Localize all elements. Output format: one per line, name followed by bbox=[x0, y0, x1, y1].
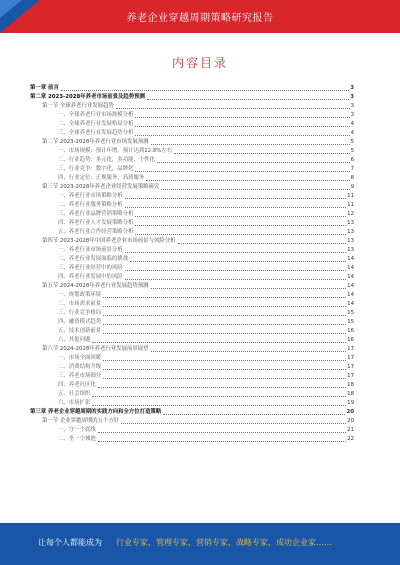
toc-leader-dots bbox=[135, 234, 346, 235]
report-header bbox=[0, 0, 400, 33]
toc-entry-title: 六、市场扩张 bbox=[58, 400, 91, 406]
toc-entry-title: 一、市场全面回暖 bbox=[58, 355, 102, 361]
toc-entry-title: 三、行业竞争格局 bbox=[58, 310, 102, 316]
toc-entry-title: 一、养老行业市场策略分析 bbox=[58, 193, 123, 199]
toc-entry-title: 第三节 2023-2028年养老企业经营发展策略研究 bbox=[42, 184, 160, 190]
toc-entry[interactable] bbox=[30, 300, 354, 309]
toc-page-number: 15 bbox=[347, 319, 354, 325]
toc-leader-dots bbox=[121, 423, 346, 424]
toc-leader-dots bbox=[103, 306, 346, 307]
toc-entry-title: 六、其他问题 bbox=[58, 337, 91, 343]
toc-leader-dots bbox=[116, 108, 350, 109]
toc-leader-dots bbox=[103, 333, 346, 334]
toc-entry[interactable] bbox=[30, 93, 354, 102]
toc-entry[interactable] bbox=[30, 345, 354, 354]
toc-entry[interactable] bbox=[30, 210, 354, 219]
toc-page-number: 12 bbox=[347, 211, 354, 217]
toc-leader-dots bbox=[157, 162, 350, 163]
toc-entry-title: 一、养老行业市场前景分析 bbox=[58, 247, 123, 253]
toc-entry[interactable] bbox=[30, 147, 354, 156]
toc-entry-title: 第五节 2024-2028年养老行业发展趋势预测 bbox=[42, 283, 149, 289]
toc-entry-title: 第一节 全球养老行业发展趋势 bbox=[42, 103, 114, 109]
toc-entry-title: 二、全球养老行业发展格局分析 bbox=[58, 121, 134, 127]
toc-page-number: 17 bbox=[347, 373, 354, 379]
toc-entry[interactable] bbox=[30, 111, 354, 120]
toc-leader-dots bbox=[98, 387, 346, 388]
toc-leader-dots bbox=[92, 342, 346, 343]
toc-entry-title: 四、养老行业发展中的风险 bbox=[58, 274, 123, 280]
toc-leader-dots bbox=[103, 315, 346, 316]
report-title: 养老企业穿越周期策略研究报告 bbox=[126, 13, 274, 24]
toc-entry-title: 第三章 养老企业穿越周期的实践方向和全方位打造策略 bbox=[30, 409, 162, 415]
toc-leader-dots bbox=[103, 360, 346, 361]
toc-entry-title: 第六节 2024-2028年养老行业发展前景展望 bbox=[42, 346, 149, 352]
toc-entry[interactable] bbox=[30, 309, 354, 318]
toc-entry[interactable] bbox=[30, 318, 354, 327]
toc-page-number: 13 bbox=[347, 247, 354, 253]
toc-entry[interactable] bbox=[30, 129, 354, 138]
toc-entry-title: 一、规划政策环境 bbox=[58, 292, 102, 298]
toc-heading: 内容目录 bbox=[171, 56, 228, 70]
footer-slogan-right: 行业专家、管理专家、营销专家、战略专家、成功企业家…… bbox=[116, 538, 332, 547]
toc-leader-dots bbox=[151, 288, 347, 289]
toc-entry-title: 二、养老行业服务策略分析 bbox=[58, 202, 123, 208]
toc-entry-title: 第一节 企业穿越周期的五个方针 bbox=[42, 418, 120, 424]
toc-page-number: 6 bbox=[350, 157, 354, 163]
toc-page-number: 13 bbox=[347, 238, 354, 244]
toc-leader-dots bbox=[103, 378, 346, 379]
toc-page-number: 14 bbox=[347, 265, 354, 271]
toc-page-number: 14 bbox=[347, 274, 354, 280]
toc-leader-dots bbox=[125, 279, 346, 280]
toc-leader-dots bbox=[103, 324, 346, 325]
toc-leader-dots bbox=[135, 216, 346, 217]
toc-leader-dots bbox=[151, 351, 347, 352]
toc-page-number: 21 bbox=[347, 427, 354, 433]
toc-leader-dots bbox=[125, 198, 346, 199]
toc-page-number: 19 bbox=[347, 400, 354, 406]
toc-leader-dots bbox=[125, 207, 346, 208]
toc-entry-title: 一、全球养老行业市场规模分析 bbox=[58, 112, 134, 118]
toc-page-number: 4 bbox=[350, 121, 354, 127]
toc-page-number: 18 bbox=[347, 391, 354, 397]
toc-leader-dots bbox=[174, 153, 349, 154]
toc-page-number: 9 bbox=[350, 184, 354, 190]
toc-entry[interactable] bbox=[30, 237, 354, 246]
toc-page-number: 22 bbox=[347, 436, 354, 442]
toc-entry[interactable] bbox=[30, 435, 354, 444]
toc-entry-title: 二、市场需求前景 bbox=[58, 301, 102, 307]
toc-entry[interactable] bbox=[30, 336, 354, 345]
table-of-contents bbox=[30, 84, 354, 444]
toc-entry[interactable] bbox=[30, 417, 354, 426]
toc-entry-title: 二、消费结构升级 bbox=[58, 364, 102, 370]
toc-page-number: 14 bbox=[347, 283, 354, 289]
toc-entry[interactable] bbox=[30, 120, 354, 129]
footer-slogan-left: 让每个人都能成为 bbox=[38, 538, 102, 547]
toc-page-number: 3 bbox=[350, 112, 354, 118]
toc-entry[interactable] bbox=[30, 282, 354, 291]
toc-page-number: 5 bbox=[350, 148, 354, 154]
toc-entry-title: 三、养老行业经营中的风险 bbox=[58, 265, 123, 271]
toc-leader-dots bbox=[61, 90, 349, 91]
toc-leader-dots bbox=[151, 144, 350, 145]
toc-page-number: 14 bbox=[347, 301, 354, 307]
toc-entry-title: 一、市场规模：预计年增，预计达到12.8%左右 bbox=[58, 148, 173, 154]
toc-page-number: 13 bbox=[347, 220, 354, 226]
toc-entry[interactable] bbox=[30, 390, 354, 399]
toc-entry-title: 一、守一个底线 bbox=[58, 427, 96, 433]
toc-entry-title: 四、行业定位：正规服务，高质服务 bbox=[58, 175, 145, 181]
toc-entry-title: 二、养老行业发展面临的挑战 bbox=[58, 256, 129, 262]
toc-entry[interactable] bbox=[30, 381, 354, 390]
toc-leader-dots bbox=[161, 189, 349, 190]
toc-leader-dots bbox=[92, 405, 346, 406]
toc-leader-dots bbox=[125, 252, 346, 253]
toc-leader-dots bbox=[103, 369, 346, 370]
toc-leader-dots bbox=[178, 243, 347, 244]
toc-page-number: 16 bbox=[347, 337, 354, 343]
toc-entry-title: 三、养老行业品牌营销策略分析 bbox=[58, 211, 134, 217]
toc-page-number: 20 bbox=[346, 409, 354, 415]
toc-entry-title: 三、全球养老行业发展趋势分析 bbox=[58, 130, 134, 136]
toc-entry[interactable] bbox=[30, 399, 354, 408]
toc-leader-dots bbox=[103, 297, 346, 298]
toc-entry-title: 二、行业趋势：多元化，多功能，个性化 bbox=[58, 157, 156, 163]
toc-entry-title: 三、行业竞争：数字化，品牌化 bbox=[58, 166, 134, 172]
toc-entry-title: 第一章 前言 bbox=[30, 85, 59, 91]
toc-entry-title: 三、养老市场细分 bbox=[58, 373, 102, 379]
toc-page-number: 14 bbox=[347, 256, 354, 262]
toc-leader-dots bbox=[92, 396, 346, 397]
toc-page-number: 11 bbox=[347, 202, 354, 208]
toc-entry-title: 五、养老行业合作经营策略分析 bbox=[58, 229, 134, 235]
toc-entry[interactable] bbox=[30, 372, 354, 381]
toc-page-number: 17 bbox=[347, 355, 354, 361]
toc-leader-dots bbox=[98, 441, 346, 442]
toc-entry-title: 四、养老行业人才发展策略分析 bbox=[58, 220, 134, 226]
toc-entry[interactable] bbox=[30, 174, 354, 183]
toc-leader-dots bbox=[163, 414, 345, 415]
toc-page-number: 8 bbox=[350, 175, 354, 181]
toc-page-number: 16 bbox=[347, 328, 354, 334]
toc-leader-dots bbox=[147, 99, 349, 100]
toc-entry-title: 五、技术创新前景 bbox=[58, 328, 102, 334]
toc-page-number: 4 bbox=[350, 130, 354, 136]
toc-entry[interactable] bbox=[30, 273, 354, 282]
toc-page-number: 3 bbox=[350, 94, 354, 100]
toc-leader-dots bbox=[98, 432, 346, 433]
toc-entry[interactable] bbox=[30, 363, 354, 372]
toc-entry[interactable] bbox=[30, 327, 354, 336]
toc-page-number: 15 bbox=[347, 310, 354, 316]
toc-entry[interactable] bbox=[30, 219, 354, 228]
toc-leader-dots bbox=[135, 171, 349, 172]
toc-page-number: 3 bbox=[350, 85, 354, 91]
toc-entry[interactable] bbox=[30, 84, 354, 93]
toc-page-number: 17 bbox=[347, 364, 354, 370]
toc-page-number: 13 bbox=[347, 229, 354, 235]
toc-leader-dots bbox=[135, 135, 349, 136]
toc-entry[interactable] bbox=[30, 291, 354, 300]
toc-entry[interactable] bbox=[30, 138, 354, 147]
toc-entry[interactable] bbox=[30, 102, 354, 111]
toc-entry[interactable] bbox=[30, 255, 354, 264]
toc-entry-title: 第二节 2023-2028年养老行业市场发展预测 bbox=[42, 139, 149, 145]
toc-entry[interactable] bbox=[30, 228, 354, 237]
toc-leader-dots bbox=[130, 261, 346, 262]
toc-page-number: 3 bbox=[350, 103, 354, 109]
toc-entry[interactable] bbox=[30, 201, 354, 210]
toc-page-number: 5 bbox=[350, 139, 354, 145]
toc-leader-dots bbox=[125, 270, 346, 271]
toc-page-number: 14 bbox=[347, 292, 354, 298]
toc-entry[interactable] bbox=[30, 246, 354, 255]
toc-page-number: 11 bbox=[347, 193, 354, 199]
toc-leader-dots bbox=[146, 180, 349, 181]
toc-entry[interactable] bbox=[30, 156, 354, 165]
page-footer bbox=[0, 523, 400, 565]
toc-entry-title: 二、坐一个城池 bbox=[58, 436, 96, 442]
toc-entry-title: 四、融资模式趋势 bbox=[58, 319, 102, 325]
toc-page-number: 7 bbox=[350, 166, 354, 172]
toc-entry[interactable] bbox=[30, 264, 354, 273]
toc-entry-title: 四、养老社区化 bbox=[58, 382, 96, 388]
toc-leader-dots bbox=[135, 126, 349, 127]
toc-entry[interactable] bbox=[30, 165, 354, 174]
toc-page-number: 17 bbox=[347, 346, 354, 352]
toc-entry-title: 第二章 2023-2028年养老市场前景及趋势预测 bbox=[30, 94, 145, 100]
toc-entry-title: 第四节 2023-2028年中国养老企业市场前景与风险分析 bbox=[42, 238, 176, 244]
toc-entry[interactable] bbox=[30, 408, 354, 417]
toc-page-number: 18 bbox=[347, 382, 354, 388]
toc-page-number: 20 bbox=[347, 418, 354, 424]
toc-leader-dots bbox=[135, 225, 346, 226]
toc-leader-dots bbox=[135, 117, 349, 118]
toc-entry[interactable] bbox=[30, 183, 354, 192]
toc-entry[interactable] bbox=[30, 426, 354, 435]
toc-entry[interactable] bbox=[30, 192, 354, 201]
toc-entry[interactable] bbox=[30, 354, 354, 363]
toc-entry-title: 五、社会组织 bbox=[58, 391, 91, 397]
